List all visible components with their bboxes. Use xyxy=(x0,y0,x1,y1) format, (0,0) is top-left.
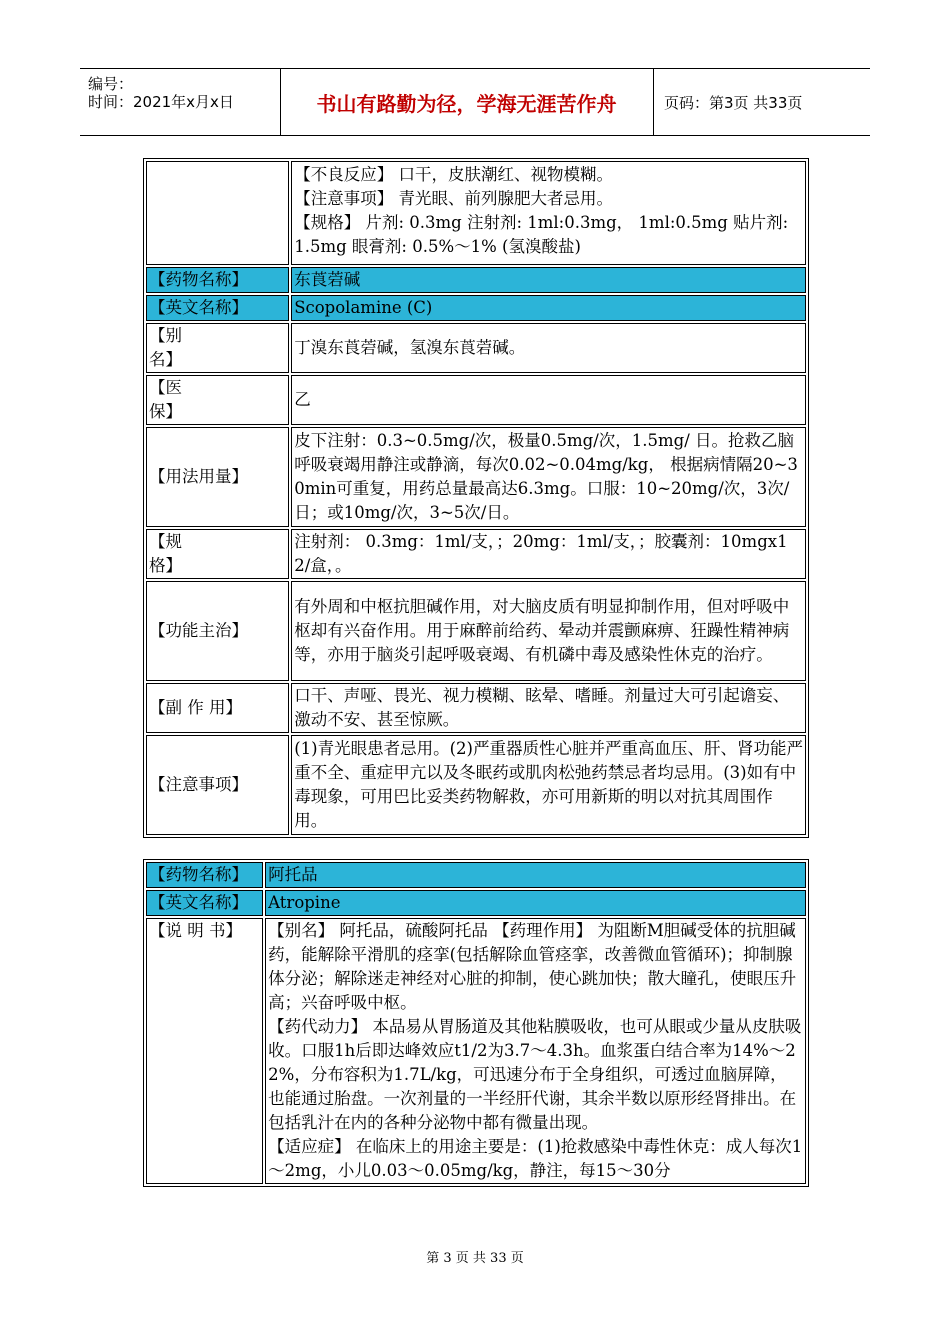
precautions-label: 【注意事项】 xyxy=(146,735,289,835)
atropine-drug-name-label: 【药物名称】 xyxy=(146,862,263,888)
code-label: 编号： xyxy=(88,75,134,93)
atropine-instructions-row xyxy=(146,918,806,1184)
usage-label: 【用法用量】 xyxy=(146,427,289,527)
drug-name-row xyxy=(146,267,806,293)
side-effects-value: 口干、声哑、畏光、视力模糊、眩晕、嗜睡。剂量过大可引起谵妄、激动不安、甚至惊厥。 xyxy=(291,683,806,733)
header-page-number: 页码：第3页 共33页 xyxy=(664,93,803,112)
header-meta xyxy=(80,69,281,135)
side-effects-row xyxy=(146,683,806,733)
atropine-instructions-cell xyxy=(265,918,806,1184)
alias-value: 丁溴东莨菪碱，氢溴东莨菪碱。 xyxy=(291,323,806,373)
insurance-label: 【医 保】 xyxy=(146,375,289,425)
atropine-english-name-row xyxy=(146,890,806,916)
spec-text: 【规格】 片剂: 0.3mg 注射剂: 1ml:0.3mg， 1ml:0.5mg 贴片剂: 1.5mg 眼膏剂: 0.5%～1% (氢溴酸盐) xyxy=(294,213,789,256)
english-name-label: 【英文名称】 xyxy=(146,295,289,321)
english-name-value: Scopolamine (C) xyxy=(291,295,806,321)
atropine-english-name-value: Atropine xyxy=(265,890,806,916)
time-label: 时间：2021年x月x日 xyxy=(88,93,234,111)
continuation-label-cell xyxy=(146,161,289,265)
drug-table-scopolamine xyxy=(143,158,809,838)
atropine-drug-name-value: 阿托品 xyxy=(265,862,806,888)
usage-row xyxy=(146,427,806,527)
spec-row xyxy=(146,529,806,579)
instructions-paragraph-pharmacology: 【别名】 阿托品，硫酸阿托品 【药理作用】 为阻断M胆碱受体的抗胆碱药，能解除平滑肌的痉挛(包括解除血管痉挛，改善微血管循环)；抑制腺体分泌；解除迷走神经对心脏的抑制，使心跳加快；散大瞳孔，使眼压升高；兴奋呼吸中枢。 xyxy=(268,921,797,1012)
atropine-instructions-label: 【说 明 书】 xyxy=(146,918,263,1184)
continuation-row xyxy=(146,161,806,265)
spec-value: 注射剂： 0.3mg：1ml/支，；20mg：1ml/支，；胶囊剂：10mgx12/盒，。 xyxy=(291,529,806,579)
precautions-value: (1)青光眼患者忌用。(2)严重器质性心脏并严重高血压、肝、肾功能严重不全、重症甲亢以及冬眠药或肌肉松弛药禁忌者均忌用。(3)如有中毒现象，可用巴比妥类药物解救，亦可用新斯的明以对抗其周围作用。 xyxy=(291,735,806,835)
continuation-cell xyxy=(291,161,806,265)
spec-label: 【规 格】 xyxy=(146,529,289,579)
drug-name-value: 东莨菪碱 xyxy=(291,267,806,293)
atropine-english-name-label: 【英文名称】 xyxy=(146,890,263,916)
page-header xyxy=(80,68,870,136)
function-label: 【功能主治】 xyxy=(146,581,289,681)
english-name-row xyxy=(146,295,806,321)
instructions-paragraph-indications: 【适应症】 在临床上的用途主要是：(1)抢救感染中毒性休克：成人每次1～2mg，小儿0.03～0.05mg/kg，静注，每15～30分 xyxy=(268,1137,803,1180)
alias-label: 【别 名】 xyxy=(146,323,289,373)
page-footer: 第 3 页 共 33 页 xyxy=(426,1251,524,1266)
precaution-text: 【注意事项】 青光眼、前列腺肥大者忌用。 xyxy=(294,189,613,208)
insurance-value: 乙 xyxy=(291,375,806,425)
adverse-reaction-text: 【不良反应】 口干，皮肤潮红、视物模糊。 xyxy=(294,165,613,184)
function-row xyxy=(146,581,806,681)
drug-name-label: 【药物名称】 xyxy=(146,267,289,293)
header-motto: 书山有路勤为径，学海无涯苦作舟 xyxy=(280,69,654,135)
instructions-paragraph-pharmacokinetics: 【药代动力】 本品易从胃肠道及其他粘膜吸收，也可从眼或少量从皮肤吸收。口服1h后即达峰效应t1/2为3.7～4.3h。血浆蛋白结合率为14%～22%，分布容积为1.7L/kg，可迅速分布于全身组织，可透过血脑屏障，也能通过胎盘。一次剂量的一半经肝代谢，其余半数以原形经肾排出。在包括乳汁在内的各种分泌物中都有微量出现。 xyxy=(268,1017,802,1132)
alias-row xyxy=(146,323,806,373)
insurance-row xyxy=(146,375,806,425)
drug-table-atropine xyxy=(143,859,809,1187)
side-effects-label: 【副 作 用】 xyxy=(146,683,289,733)
usage-value: 皮下注射：0.3~0.5mg/次，极量0.5mg/次，1.5mg/ 日。抢救乙脑呼吸衰竭用静注或静滴，每次0.02~0.04mg/kg， 根据病情隔20~30min可重复，用药总量最高达6.3mg。口服：10~20mg/次，3次/日；或10mg/次，3~5次/日。 xyxy=(291,427,806,527)
atropine-drug-name-row xyxy=(146,862,806,888)
function-value: 有外周和中枢抗胆碱作用，对大脑皮质有明显抑制作用，但对呼吸中枢却有兴奋作用。用于麻醉前给药、晕动并震颤麻痹、狂躁性精神病等，亦用于脑炎引起呼吸衰竭、有机磷中毒及感染性休克的治疗。 xyxy=(291,581,806,681)
precautions-row xyxy=(146,735,806,835)
